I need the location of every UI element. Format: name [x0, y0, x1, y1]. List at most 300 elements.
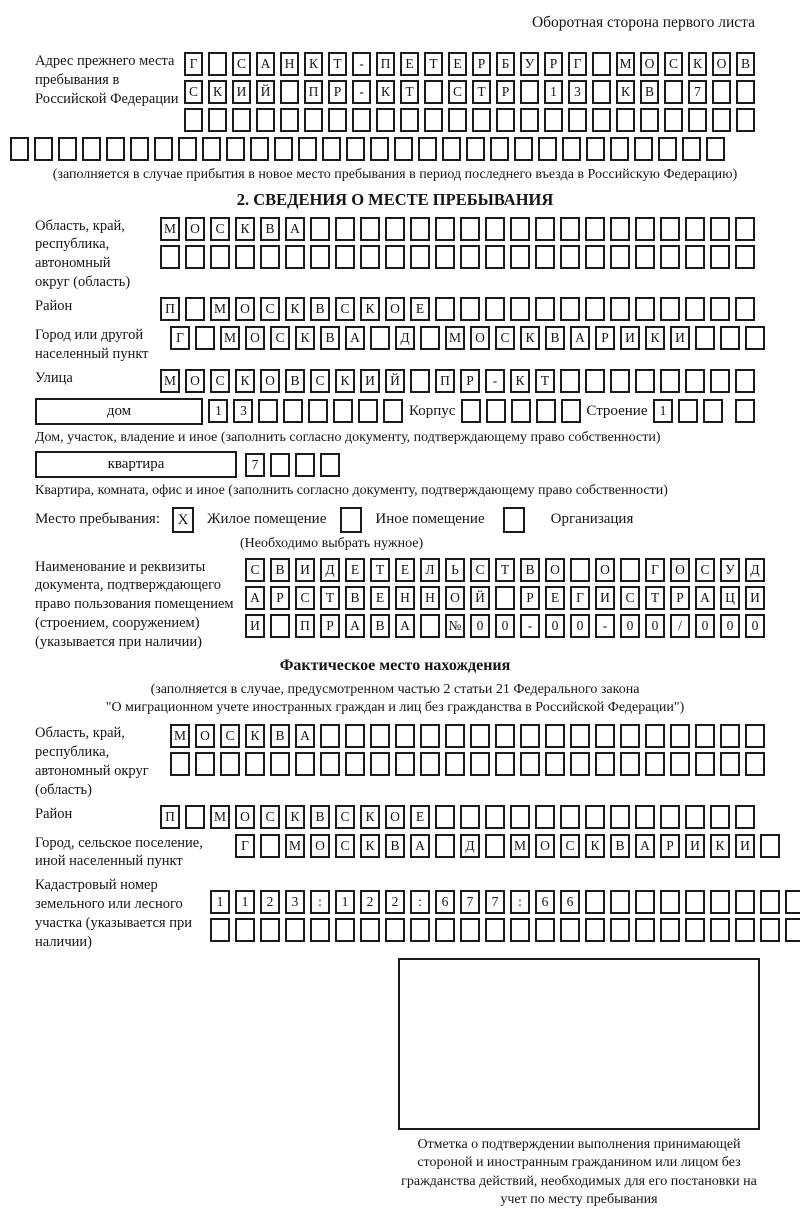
- char-cell[interactable]: [660, 805, 680, 829]
- char-cell[interactable]: Т: [328, 52, 347, 76]
- char-cell[interactable]: [610, 369, 630, 393]
- char-cell[interactable]: [736, 108, 755, 132]
- char-cell[interactable]: Е: [410, 297, 430, 321]
- char-cell[interactable]: [670, 724, 690, 748]
- char-cell[interactable]: :: [510, 890, 530, 914]
- char-cell[interactable]: [685, 918, 705, 942]
- char-cell[interactable]: [470, 724, 490, 748]
- char-cell[interactable]: -: [352, 80, 371, 104]
- char-cell[interactable]: [410, 245, 430, 269]
- char-cell[interactable]: [610, 297, 630, 321]
- char-cell[interactable]: О: [470, 326, 490, 350]
- char-cell[interactable]: С: [560, 834, 580, 858]
- char-cell[interactable]: 1: [208, 399, 228, 423]
- char-cell[interactable]: К: [235, 217, 255, 241]
- char-cell[interactable]: Л: [420, 558, 440, 582]
- char-cell[interactable]: [610, 805, 630, 829]
- char-cell[interactable]: [410, 217, 430, 241]
- char-cell[interactable]: [220, 752, 240, 776]
- checkbox-org[interactable]: [503, 507, 525, 533]
- char-cell[interactable]: [585, 890, 605, 914]
- char-cell[interactable]: [685, 805, 705, 829]
- char-cell[interactable]: [486, 399, 506, 423]
- char-cell[interactable]: И: [245, 614, 265, 638]
- char-cell[interactable]: Г: [568, 52, 587, 76]
- char-cell[interactable]: [435, 245, 455, 269]
- char-cell[interactable]: [585, 918, 605, 942]
- char-cell[interactable]: А: [635, 834, 655, 858]
- char-cell[interactable]: В: [736, 52, 755, 76]
- char-cell[interactable]: [154, 137, 173, 161]
- char-cell[interactable]: [460, 245, 480, 269]
- char-cell[interactable]: А: [245, 586, 265, 610]
- char-cell[interactable]: В: [270, 724, 290, 748]
- char-cell[interactable]: [335, 217, 355, 241]
- char-cell[interactable]: [685, 890, 705, 914]
- char-cell[interactable]: [435, 217, 455, 241]
- char-cell[interactable]: [170, 752, 190, 776]
- char-cell[interactable]: Г: [645, 558, 665, 582]
- char-cell[interactable]: [490, 137, 509, 161]
- char-cell[interactable]: Р: [544, 52, 563, 76]
- char-cell[interactable]: С: [184, 80, 203, 104]
- char-cell[interactable]: [461, 399, 481, 423]
- char-cell[interactable]: С: [335, 297, 355, 321]
- char-cell[interactable]: 1: [335, 890, 355, 914]
- char-cell[interactable]: -: [352, 52, 371, 76]
- char-cell[interactable]: Т: [320, 586, 340, 610]
- char-cell[interactable]: [685, 297, 705, 321]
- char-cell[interactable]: [585, 297, 605, 321]
- char-cell[interactable]: Р: [520, 586, 540, 610]
- char-cell[interactable]: В: [520, 558, 540, 582]
- prev-address-cells-3[interactable]: [184, 108, 755, 132]
- char-cell[interactable]: [610, 137, 629, 161]
- char-cell[interactable]: К: [285, 805, 305, 829]
- char-cell[interactable]: Е: [345, 558, 365, 582]
- char-cell[interactable]: П: [295, 614, 315, 638]
- char-cell[interactable]: С: [220, 724, 240, 748]
- char-cell[interactable]: 6: [535, 890, 555, 914]
- char-cell[interactable]: [560, 217, 580, 241]
- char-cell[interactable]: У: [720, 558, 740, 582]
- char-cell[interactable]: В: [385, 834, 405, 858]
- char-cell[interactable]: [520, 752, 540, 776]
- dom-cells[interactable]: [208, 399, 403, 423]
- char-cell[interactable]: [485, 297, 505, 321]
- char-cell[interactable]: Д: [320, 558, 340, 582]
- char-cell[interactable]: Р: [328, 80, 347, 104]
- char-cell[interactable]: [420, 752, 440, 776]
- oblast-cells-2[interactable]: [160, 245, 755, 269]
- char-cell[interactable]: [710, 918, 730, 942]
- char-cell[interactable]: [395, 752, 415, 776]
- char-cell[interactable]: [760, 890, 780, 914]
- char-cell[interactable]: -: [595, 614, 615, 638]
- char-cell[interactable]: [485, 805, 505, 829]
- char-cell[interactable]: [510, 297, 530, 321]
- char-cell[interactable]: О: [640, 52, 659, 76]
- char-cell[interactable]: [520, 108, 539, 132]
- char-cell[interactable]: П: [160, 805, 180, 829]
- char-cell[interactable]: [410, 918, 430, 942]
- char-cell[interactable]: [695, 326, 715, 350]
- char-cell[interactable]: [560, 297, 580, 321]
- char-cell[interactable]: 0: [495, 614, 515, 638]
- char-cell[interactable]: [460, 217, 480, 241]
- char-cell[interactable]: И: [360, 369, 380, 393]
- char-cell[interactable]: [420, 614, 440, 638]
- char-cell[interactable]: П: [304, 80, 323, 104]
- char-cell[interactable]: [185, 245, 205, 269]
- char-cell[interactable]: [335, 245, 355, 269]
- kadastr-cells-1[interactable]: [210, 890, 800, 914]
- char-cell[interactable]: М: [220, 326, 240, 350]
- char-cell[interactable]: [511, 399, 531, 423]
- char-cell[interactable]: М: [170, 724, 190, 748]
- char-cell[interactable]: В: [640, 80, 659, 104]
- char-cell[interactable]: [424, 108, 443, 132]
- char-cell[interactable]: А: [345, 614, 365, 638]
- char-cell[interactable]: О: [595, 558, 615, 582]
- char-cell[interactable]: [460, 297, 480, 321]
- char-cell[interactable]: [634, 137, 653, 161]
- char-cell[interactable]: С: [620, 586, 640, 610]
- char-cell[interactable]: М: [445, 326, 465, 350]
- char-cell[interactable]: [376, 108, 395, 132]
- char-cell[interactable]: М: [510, 834, 530, 858]
- char-cell[interactable]: [260, 245, 280, 269]
- char-cell[interactable]: Р: [660, 834, 680, 858]
- char-cell[interactable]: [485, 217, 505, 241]
- char-cell[interactable]: -: [520, 614, 540, 638]
- char-cell[interactable]: Й: [385, 369, 405, 393]
- char-cell[interactable]: О: [535, 834, 555, 858]
- char-cell[interactable]: [510, 245, 530, 269]
- char-cell[interactable]: Н: [420, 586, 440, 610]
- char-cell[interactable]: [560, 918, 580, 942]
- char-cell[interactable]: [695, 752, 715, 776]
- char-cell[interactable]: Е: [395, 558, 415, 582]
- char-cell[interactable]: [535, 297, 555, 321]
- char-cell[interactable]: К: [360, 834, 380, 858]
- char-cell[interactable]: 3: [568, 80, 587, 104]
- char-cell[interactable]: [560, 369, 580, 393]
- char-cell[interactable]: [760, 918, 780, 942]
- char-cell[interactable]: [660, 245, 680, 269]
- char-cell[interactable]: [420, 724, 440, 748]
- char-cell[interactable]: Н: [395, 586, 415, 610]
- char-cell[interactable]: И: [685, 834, 705, 858]
- char-cell[interactable]: Г: [570, 586, 590, 610]
- char-cell[interactable]: С: [664, 52, 683, 76]
- char-cell[interactable]: А: [695, 586, 715, 610]
- char-cell[interactable]: О: [235, 805, 255, 829]
- char-cell[interactable]: М: [160, 217, 180, 241]
- char-cell[interactable]: [535, 805, 555, 829]
- char-cell[interactable]: [640, 108, 659, 132]
- char-cell[interactable]: [184, 108, 203, 132]
- char-cell[interactable]: П: [160, 297, 180, 321]
- char-cell[interactable]: В: [610, 834, 630, 858]
- char-cell[interactable]: [570, 724, 590, 748]
- char-cell[interactable]: [232, 108, 251, 132]
- char-cell[interactable]: [442, 137, 461, 161]
- prev-address-cells-2[interactable]: [184, 80, 755, 104]
- gorod-cells[interactable]: [170, 326, 765, 350]
- char-cell[interactable]: [678, 399, 698, 423]
- char-cell[interactable]: [466, 137, 485, 161]
- char-cell[interactable]: [545, 752, 565, 776]
- char-cell[interactable]: [333, 399, 353, 423]
- char-cell[interactable]: [745, 724, 765, 748]
- char-cell[interactable]: П: [376, 52, 395, 76]
- char-cell[interactable]: [514, 137, 533, 161]
- char-cell[interactable]: [352, 108, 371, 132]
- char-cell[interactable]: 0: [695, 614, 715, 638]
- char-cell[interactable]: [383, 399, 403, 423]
- char-cell[interactable]: Т: [424, 52, 443, 76]
- char-cell[interactable]: [34, 137, 53, 161]
- char-cell[interactable]: [304, 108, 323, 132]
- korpus-cells[interactable]: [461, 399, 581, 423]
- char-cell[interactable]: [735, 918, 755, 942]
- char-cell[interactable]: 0: [720, 614, 740, 638]
- char-cell[interactable]: Г: [184, 52, 203, 76]
- char-cell[interactable]: 6: [435, 890, 455, 914]
- char-cell[interactable]: Т: [535, 369, 555, 393]
- char-cell[interactable]: [520, 724, 540, 748]
- char-cell[interactable]: [592, 108, 611, 132]
- char-cell[interactable]: 2: [260, 890, 280, 914]
- char-cell[interactable]: [688, 108, 707, 132]
- char-cell[interactable]: И: [295, 558, 315, 582]
- char-cell[interactable]: Д: [745, 558, 765, 582]
- char-cell[interactable]: 7: [688, 80, 707, 104]
- char-cell[interactable]: [328, 108, 347, 132]
- char-cell[interactable]: [195, 752, 215, 776]
- char-cell[interactable]: [310, 217, 330, 241]
- char-cell[interactable]: [660, 890, 680, 914]
- char-cell[interactable]: [616, 108, 635, 132]
- char-cell[interactable]: 1: [235, 890, 255, 914]
- char-cell[interactable]: [424, 80, 443, 104]
- char-cell[interactable]: [620, 724, 640, 748]
- char-cell[interactable]: [610, 217, 630, 241]
- char-cell[interactable]: 2: [385, 890, 405, 914]
- char-cell[interactable]: [660, 918, 680, 942]
- char-cell[interactable]: [592, 80, 611, 104]
- char-cell[interactable]: И: [595, 586, 615, 610]
- ulitsa-cells[interactable]: [160, 369, 755, 393]
- char-cell[interactable]: В: [345, 586, 365, 610]
- char-cell[interactable]: [520, 80, 539, 104]
- char-cell[interactable]: [635, 217, 655, 241]
- char-cell[interactable]: [610, 890, 630, 914]
- char-cell[interactable]: [735, 217, 755, 241]
- char-cell[interactable]: К: [295, 326, 315, 350]
- char-cell[interactable]: [510, 805, 530, 829]
- char-cell[interactable]: М: [616, 52, 635, 76]
- char-cell[interactable]: [664, 80, 683, 104]
- char-cell[interactable]: Т: [472, 80, 491, 104]
- char-cell[interactable]: С: [210, 369, 230, 393]
- char-cell[interactable]: [235, 245, 255, 269]
- char-cell[interactable]: 1: [544, 80, 563, 104]
- char-cell[interactable]: [335, 918, 355, 942]
- char-cell[interactable]: [535, 217, 555, 241]
- char-cell[interactable]: [745, 326, 765, 350]
- char-cell[interactable]: [485, 834, 505, 858]
- char-cell[interactable]: [420, 326, 440, 350]
- char-cell[interactable]: [685, 217, 705, 241]
- char-cell[interactable]: [570, 752, 590, 776]
- char-cell[interactable]: [585, 805, 605, 829]
- char-cell[interactable]: [635, 369, 655, 393]
- char-cell[interactable]: [710, 297, 730, 321]
- char-cell[interactable]: [570, 558, 590, 582]
- char-cell[interactable]: 3: [285, 890, 305, 914]
- kvartira-cells[interactable]: [245, 453, 340, 477]
- char-cell[interactable]: [706, 137, 725, 161]
- char-cell[interactable]: [394, 137, 413, 161]
- char-cell[interactable]: [310, 918, 330, 942]
- char-cell[interactable]: 0: [570, 614, 590, 638]
- char-cell[interactable]: В: [370, 614, 390, 638]
- char-cell[interactable]: [185, 297, 205, 321]
- char-cell[interactable]: [545, 724, 565, 748]
- char-cell[interactable]: И: [232, 80, 251, 104]
- char-cell[interactable]: [10, 137, 29, 161]
- char-cell[interactable]: В: [285, 369, 305, 393]
- fact-raion-cells[interactable]: [160, 805, 755, 829]
- char-cell[interactable]: [710, 217, 730, 241]
- char-cell[interactable]: И: [745, 586, 765, 610]
- char-cell[interactable]: [208, 108, 227, 132]
- char-cell[interactable]: [346, 137, 365, 161]
- char-cell[interactable]: 1: [653, 399, 673, 423]
- char-cell[interactable]: [208, 52, 227, 76]
- char-cell[interactable]: [460, 805, 480, 829]
- char-cell[interactable]: К: [208, 80, 227, 104]
- char-cell[interactable]: [538, 137, 557, 161]
- char-cell[interactable]: К: [688, 52, 707, 76]
- char-cell[interactable]: В: [260, 217, 280, 241]
- char-cell[interactable]: О: [185, 217, 205, 241]
- char-cell[interactable]: И: [735, 834, 755, 858]
- char-cell[interactable]: [592, 52, 611, 76]
- char-cell[interactable]: [496, 108, 515, 132]
- char-cell[interactable]: [250, 137, 269, 161]
- char-cell[interactable]: [682, 137, 701, 161]
- char-cell[interactable]: [635, 245, 655, 269]
- char-cell[interactable]: А: [295, 724, 315, 748]
- char-cell[interactable]: Т: [495, 558, 515, 582]
- char-cell[interactable]: К: [245, 724, 265, 748]
- char-cell[interactable]: [445, 752, 465, 776]
- char-cell[interactable]: [280, 80, 299, 104]
- char-cell[interactable]: Е: [545, 586, 565, 610]
- char-cell[interactable]: [106, 137, 125, 161]
- char-cell[interactable]: С: [270, 326, 290, 350]
- char-cell[interactable]: [735, 805, 755, 829]
- char-cell[interactable]: [410, 369, 430, 393]
- char-cell[interactable]: [620, 558, 640, 582]
- char-cell[interactable]: Р: [270, 586, 290, 610]
- prev-address-cells-1[interactable]: [184, 52, 755, 76]
- char-cell[interactable]: Е: [448, 52, 467, 76]
- char-cell[interactable]: [345, 752, 365, 776]
- char-cell[interactable]: [370, 137, 389, 161]
- char-cell[interactable]: [320, 724, 340, 748]
- char-cell[interactable]: [544, 108, 563, 132]
- char-cell[interactable]: О: [445, 586, 465, 610]
- char-cell[interactable]: [658, 137, 677, 161]
- char-cell[interactable]: К: [520, 326, 540, 350]
- char-cell[interactable]: Д: [460, 834, 480, 858]
- char-cell[interactable]: О: [245, 326, 265, 350]
- char-cell[interactable]: Е: [400, 52, 419, 76]
- char-cell[interactable]: К: [335, 369, 355, 393]
- char-cell[interactable]: [470, 752, 490, 776]
- char-cell[interactable]: О: [385, 297, 405, 321]
- char-cell[interactable]: [226, 137, 245, 161]
- char-cell[interactable]: [745, 752, 765, 776]
- char-cell[interactable]: О: [670, 558, 690, 582]
- fact-gorod-cells[interactable]: [235, 834, 780, 858]
- char-cell[interactable]: [695, 724, 715, 748]
- char-cell[interactable]: [320, 453, 340, 477]
- char-cell[interactable]: [395, 724, 415, 748]
- char-cell[interactable]: [495, 752, 515, 776]
- char-cell[interactable]: [720, 724, 740, 748]
- char-cell[interactable]: [660, 297, 680, 321]
- char-cell[interactable]: [260, 834, 280, 858]
- char-cell[interactable]: Т: [400, 80, 419, 104]
- char-cell[interactable]: Г: [235, 834, 255, 858]
- char-cell[interactable]: [664, 108, 683, 132]
- char-cell[interactable]: [645, 724, 665, 748]
- char-cell[interactable]: [735, 245, 755, 269]
- char-cell[interactable]: Т: [645, 586, 665, 610]
- char-cell[interactable]: [435, 834, 455, 858]
- char-cell[interactable]: [385, 245, 405, 269]
- char-cell[interactable]: П: [435, 369, 455, 393]
- char-cell[interactable]: [685, 245, 705, 269]
- char-cell[interactable]: М: [210, 805, 230, 829]
- char-cell[interactable]: С: [448, 80, 467, 104]
- char-cell[interactable]: [360, 918, 380, 942]
- char-cell[interactable]: [585, 245, 605, 269]
- char-cell[interactable]: [210, 245, 230, 269]
- char-cell[interactable]: [274, 137, 293, 161]
- char-cell[interactable]: [345, 724, 365, 748]
- char-cell[interactable]: 3: [233, 399, 253, 423]
- char-cell[interactable]: [710, 245, 730, 269]
- char-cell[interactable]: О: [185, 369, 205, 393]
- char-cell[interactable]: [595, 752, 615, 776]
- char-cell[interactable]: А: [345, 326, 365, 350]
- fact-oblast-cells-1[interactable]: [170, 724, 765, 748]
- char-cell[interactable]: [735, 297, 755, 321]
- char-cell[interactable]: [435, 297, 455, 321]
- char-cell[interactable]: /: [670, 614, 690, 638]
- fact-oblast-cells-2[interactable]: [170, 752, 765, 776]
- char-cell[interactable]: [283, 399, 303, 423]
- char-cell[interactable]: Ь: [445, 558, 465, 582]
- char-cell[interactable]: [610, 245, 630, 269]
- char-cell[interactable]: [710, 805, 730, 829]
